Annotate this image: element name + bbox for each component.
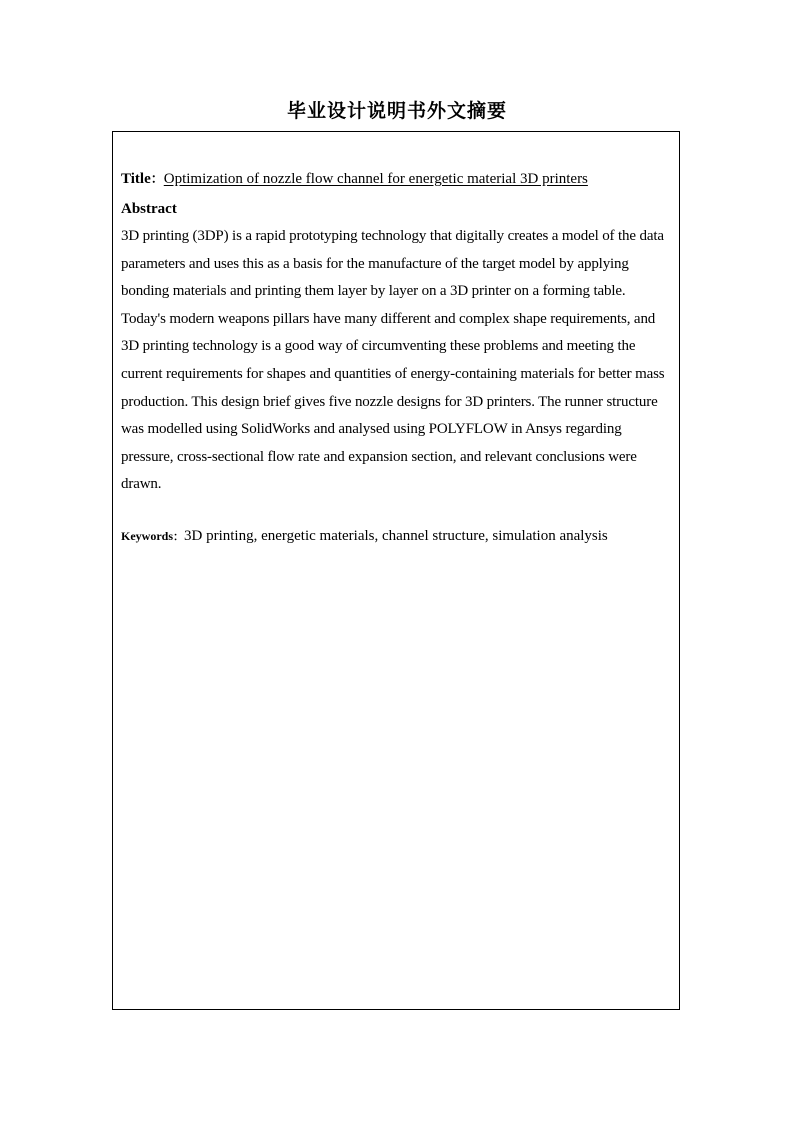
title-label: Title xyxy=(121,171,151,187)
abstract-body: 3D printing (3DP) is a rapid prototyping technology that digitally creates a model of the data parameters and uses this as a basis for the manufacture of the target model by applying bonding materials and printing them layer by layer on a 3D printer on a forming table. Today's modern weapons pillars have many different and complex shape requirements, and 3D printing technology is a good way of circumventing these problems and meeting the current requirements for shapes and quantities of energy-containing materials for better mass production. This design brief gives five nozzle designs for 3D printers. The runner structure was modelled using SolidWorks and analysed using POLYFLOW in Ansys regarding pressure, cross-sectional flow rate and expansion section, and relevant conclusions were drawn. xyxy=(121,228,665,493)
title-colon: ： xyxy=(150,172,164,187)
keywords-label: Keywords xyxy=(121,529,173,543)
abstract-heading: Abstract xyxy=(121,201,177,217)
page-title: 毕业设计说明书外文摘要 xyxy=(286,100,507,122)
thesis-title-line xyxy=(121,169,673,190)
keywords-line xyxy=(121,526,673,547)
keywords-text: 3D printing, energetic materials, channel structure, simulation analysis xyxy=(184,528,608,544)
abstract-frame xyxy=(112,131,680,1010)
keywords-colon: ： xyxy=(173,530,184,543)
thesis-title: Optimization of nozzle flow channel for energetic material 3D printers xyxy=(163,171,588,187)
